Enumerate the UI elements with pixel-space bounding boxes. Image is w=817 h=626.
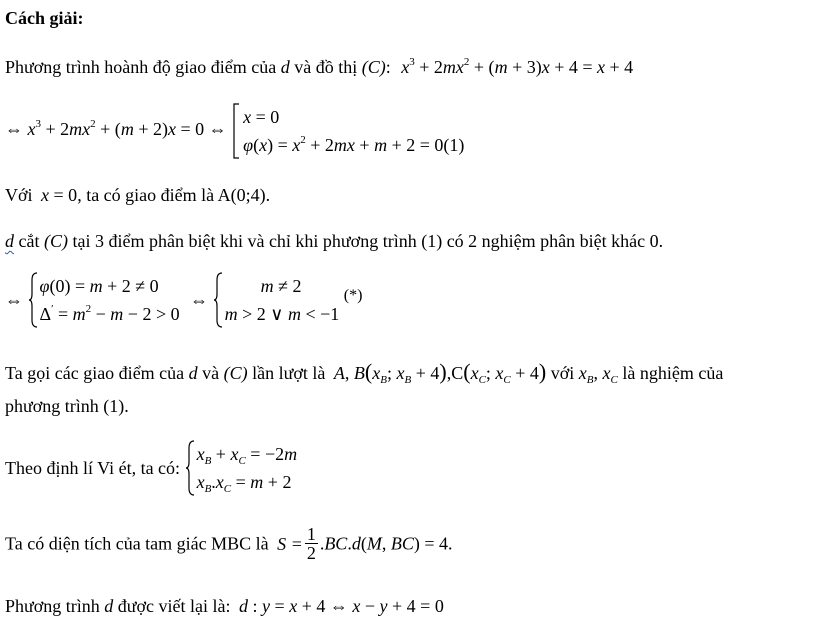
text: với: [550, 363, 575, 383]
symbol-d: d: [104, 596, 114, 616]
symbol-d: d: [5, 231, 14, 251]
vieta-line: [5, 440, 297, 496]
brace-icon: [185, 440, 195, 496]
paragraph-intersections: [5, 360, 723, 385]
area-line: [5, 525, 453, 562]
text: lần lượt là: [252, 363, 326, 383]
symbol-d: d: [188, 363, 198, 383]
solution-heading: Cách giải:: [5, 8, 84, 28]
text: là nghiệm của: [622, 363, 724, 383]
bracket-icon: [231, 103, 241, 159]
text: , ta có giao điểm là A(0;4).: [77, 185, 271, 205]
case-row-1: x = 0: [243, 107, 280, 127]
star-label: (*): [343, 287, 363, 305]
case-system: [231, 103, 464, 159]
system-1-row-2: $\Delta' = m^2 - m - 2 > 0$: [39, 303, 180, 324]
brace-icon: [28, 272, 38, 328]
text: Theo định lí Vi ét, ta có:: [5, 458, 181, 478]
text: và: [202, 363, 220, 383]
paragraph-intersection-equation: [5, 55, 633, 79]
equation-reduced: ⇔ $x^3 + 2mx^2 + (m + 2)x = 0$ ⇔: [5, 118, 227, 140]
text: cắt: [18, 231, 40, 251]
symbol-d: d: [280, 57, 290, 77]
paragraph-point-a: [5, 183, 270, 207]
system-2-row-1: m ≠ 2: [260, 276, 302, 296]
symbol-c: (C): [43, 231, 68, 251]
system-2-row-2: m > 2 ∨ m < −1: [224, 304, 340, 324]
text: Phương trình: [5, 596, 100, 616]
system-1-row-1: φ(0) = m + 2 ≠ 0: [39, 276, 159, 296]
vieta-sum: $x_B + x_C = -2m$: [196, 444, 298, 467]
vieta-system: [185, 440, 298, 496]
symbol-c: (C): [361, 57, 386, 77]
vieta-product: $x_B.x_C = m + 2$: [196, 472, 292, 495]
points-abc: A, $B(x_B$; $x_B + 4),C(x_C$; $x_C + 4$): [333, 359, 547, 386]
equation-x-zero: x = 0: [41, 185, 78, 205]
area-s: S =: [277, 533, 303, 554]
fraction-half: [305, 525, 318, 562]
text: tại 3 điểm phân biệt khi và chỉ khi phương trình (1) có 2 nghiệm phân biệt khác 0.: [72, 231, 664, 251]
text: Ta gọi các giao điểm của: [5, 363, 185, 383]
area-rest: .BC.d(M, BC) = 4: [319, 533, 448, 554]
period: .: [448, 533, 453, 554]
equiv-symbol: ⇔: [190, 290, 209, 310]
text: Phương trình hoành độ giao điểm của: [5, 57, 277, 77]
text: và đồ thị: [294, 57, 358, 77]
equiv-symbol: ⇔: [5, 290, 23, 310]
paragraph-condition: [5, 229, 663, 253]
paragraph-intersections-cont: phương trình (1).: [5, 396, 129, 416]
equation-main: $x^3 + 2mx^2 + (m + 3)x + 4 = x + 4$: [401, 56, 634, 77]
equation-line-d: d : y = x + 4 ⇔ x − y + 4 = 0: [239, 596, 444, 616]
numerator: 1: [306, 524, 316, 544]
paragraph-rewrite: [5, 594, 444, 618]
colon: :: [385, 57, 391, 77]
brace-icon: [213, 272, 223, 328]
symbol-c: (C): [223, 363, 248, 383]
equivalence-line: [5, 103, 464, 159]
condition-systems: [5, 272, 362, 328]
case-row-2: $\varphi(x) = x^2 + 2mx + m + 2 = 0(1)$: [243, 134, 465, 155]
system-2: [213, 272, 340, 328]
text: Ta có diện tích của tam giác MBC là: [5, 533, 269, 554]
roots: $x_B$, $x_C$: [578, 363, 618, 386]
text: được viết lại là:: [117, 596, 231, 616]
text: Với: [5, 185, 33, 205]
denominator: 2: [306, 543, 316, 563]
system-1: [28, 272, 180, 328]
